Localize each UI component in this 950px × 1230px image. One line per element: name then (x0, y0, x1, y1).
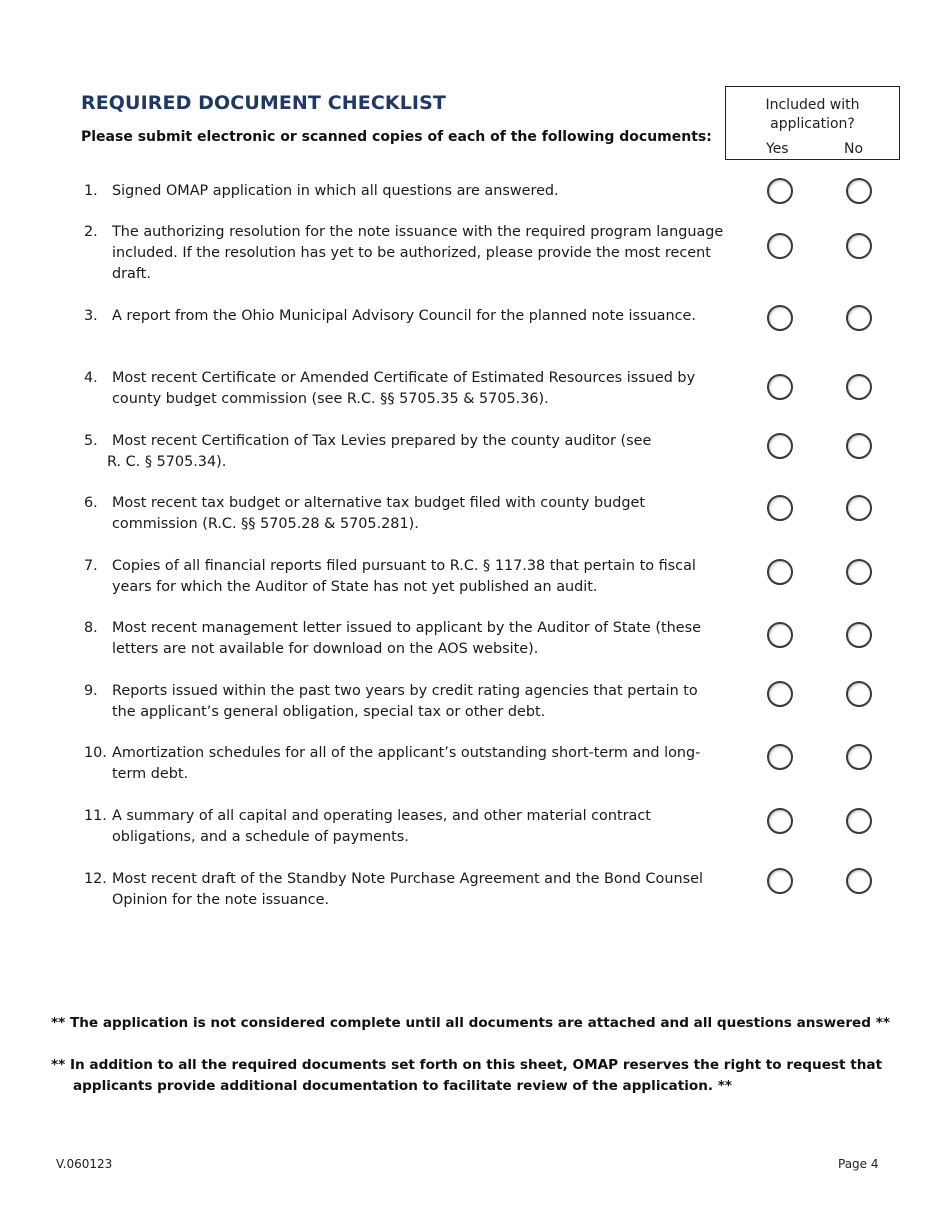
checklist-item-3 (84, 306, 724, 327)
item-9-no-radio[interactable] (846, 681, 872, 707)
item-text: Most recent draft of the Standby Note Purchase Agreement and the Bond Counsel Opinion for the note issuance. (112, 871, 703, 908)
no-column-label: No (844, 141, 864, 157)
item-4-no-radio[interactable] (846, 374, 872, 400)
additional-docs-note-line2: applicants provide additional documentation to facilitate review of the application. ** (73, 1078, 732, 1094)
item-8-yes-radio[interactable] (767, 622, 793, 648)
checklist-item-8 (84, 618, 724, 660)
checklist-item-1 (84, 181, 724, 202)
checklist-item-4 (84, 368, 724, 410)
item-12-yes-radio[interactable] (767, 868, 793, 894)
checklist-item-6 (84, 493, 724, 535)
item-3-no-radio[interactable] (846, 305, 872, 331)
item-text: Copies of all financial reports filed pursuant to R.C. § 117.38 that pertain to fiscal years for which the Auditor of State has not yet published an audit. (112, 558, 696, 595)
item-11-no-radio[interactable] (846, 808, 872, 834)
page-subtitle: Please submit electronic or scanned copies of each of the following documents: (81, 129, 712, 145)
item-number: 3. (84, 308, 98, 324)
included-label-line2: application? (770, 116, 855, 132)
item-10-no-radio[interactable] (846, 744, 872, 770)
item-7-no-radio[interactable] (846, 559, 872, 585)
item-2-no-radio[interactable] (846, 233, 872, 259)
item-6-yes-radio[interactable] (767, 495, 793, 521)
item-8-no-radio[interactable] (846, 622, 872, 648)
item-text: The authorizing resolution for the note issuance with the required program language included. If the resolution has yet to be authorized, please provide the most recent draft. (112, 224, 724, 282)
included-label-line1: Included with (765, 97, 860, 113)
item-10-yes-radio[interactable] (767, 744, 793, 770)
item-number: 5. (84, 433, 98, 449)
item-1-yes-radio[interactable] (767, 178, 793, 204)
page-title: REQUIRED DOCUMENT CHECKLIST (81, 92, 446, 114)
additional-docs-note-line1: ** In addition to all the required documents set forth on this sheet, OMAP reserves the right to request that (51, 1057, 883, 1073)
checklist-item-10 (84, 743, 724, 785)
item-11-yes-radio[interactable] (767, 808, 793, 834)
item-6-no-radio[interactable] (846, 495, 872, 521)
item-text: A report from the Ohio Municipal Advisory Council for the planned note issuance. (112, 308, 696, 324)
yes-column-label: Yes (766, 141, 789, 157)
item-text: Signed OMAP application in which all questions are answered. (112, 183, 559, 199)
item-text: Reports issued within the past two years by credit rating agencies that pertain to the applicant’s general obligation, special tax or other debt. (112, 683, 698, 720)
item-4-yes-radio[interactable] (767, 374, 793, 400)
item-5-no-radio[interactable] (846, 433, 872, 459)
item-5-yes-radio[interactable] (767, 433, 793, 459)
item-number: 4. (84, 370, 98, 386)
item-number: 2. (84, 224, 98, 240)
item-number: 12. (84, 871, 107, 887)
item-7-yes-radio[interactable] (767, 559, 793, 585)
item-number: 11. (84, 808, 107, 824)
item-number: 9. (84, 683, 98, 699)
checklist-item-9 (84, 681, 724, 723)
item-1-no-radio[interactable] (846, 178, 872, 204)
item-text: Most recent Certificate or Amended Certificate of Estimated Resources issued by county budget commission (see R.C. §§ 5705.35 & 5705.36). (112, 370, 696, 407)
item-12-no-radio[interactable] (846, 868, 872, 894)
item-number: 6. (84, 495, 98, 511)
item-text: Most recent tax budget or alternative tax budget filed with county budget commission (R.C. §§ 5705.28 & 5705.281). (112, 495, 646, 532)
page-number: Page 4 (838, 1157, 879, 1171)
checklist-item-12 (84, 869, 724, 911)
included-label (726, 96, 899, 134)
checklist-item-5 (84, 431, 724, 473)
completion-note: ** The application is not considered complete until all documents are attached and all questions answered ** (51, 1015, 890, 1031)
item-2-yes-radio[interactable] (767, 233, 793, 259)
item-number: 1. (84, 183, 98, 199)
item-text-continued: R. C. § 5705.34). (107, 454, 227, 470)
item-text: Amortization schedules for all of the applicant’s outstanding short-term and long-term debt. (112, 745, 701, 782)
item-9-yes-radio[interactable] (767, 681, 793, 707)
item-3-yes-radio[interactable] (767, 305, 793, 331)
checklist-item-2 (84, 222, 724, 285)
item-text: Most recent Certification of Tax Levies prepared by the county auditor (see (112, 433, 652, 449)
included-with-application-header (725, 86, 900, 160)
checklist-item-11 (84, 806, 724, 848)
checklist-item-7 (84, 556, 724, 598)
version-label: V.060123 (56, 1157, 113, 1171)
item-number: 7. (84, 558, 98, 574)
item-number: 10. (84, 745, 107, 761)
item-text: A summary of all capital and operating leases, and other material contract obligations, and a schedule of payments. (112, 808, 651, 845)
item-number: 8. (84, 620, 98, 636)
item-text: Most recent management letter issued to applicant by the Auditor of State (these letters are not available for download on the AOS website). (112, 620, 701, 657)
